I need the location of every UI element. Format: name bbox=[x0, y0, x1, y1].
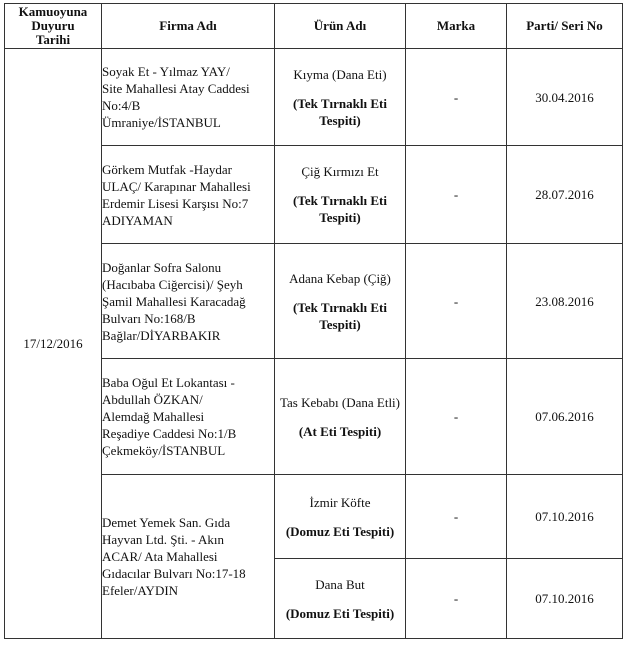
brand-cell: - bbox=[406, 49, 507, 146]
firm-line: Hayvan Ltd. Şti. - Akın bbox=[102, 532, 225, 547]
firm-line: Reşadiye Caddesi No:1/B bbox=[102, 426, 237, 441]
product-cell bbox=[275, 244, 406, 359]
firm-line: Abdullah ÖZKAN/ bbox=[102, 392, 203, 407]
firm-line: Efeler/AYDIN bbox=[102, 583, 179, 598]
product-cell bbox=[275, 49, 406, 146]
firm-line: Alemdağ Mahallesi bbox=[102, 409, 205, 424]
table-row bbox=[5, 49, 623, 146]
header-product-name: Ürün Adı bbox=[275, 4, 406, 49]
firm-cell bbox=[102, 244, 275, 359]
header-firm-name: Firma Adı bbox=[102, 4, 275, 49]
firm-line: ADIYAMAN bbox=[102, 212, 173, 228]
finding-label: (At Eti Tespiti) bbox=[298, 423, 382, 439]
batch-cell: 30.04.2016 bbox=[507, 49, 623, 146]
firm-cell bbox=[102, 475, 275, 639]
batch-cell: 07.10.2016 bbox=[507, 475, 623, 559]
firm-line: Erdemir Lisesi Karşısı No:7 bbox=[102, 195, 249, 211]
firm-line: Site Mahallesi Atay Caddesi bbox=[102, 81, 250, 96]
finding-label: (Tek Tırnaklı Eti Tespiti) bbox=[293, 193, 387, 225]
announcement-date: 17/12/2016 bbox=[5, 49, 102, 639]
firm-line: Soyak Et - Yılmaz YAY/ bbox=[102, 64, 230, 79]
header-date-line: Tarihi bbox=[35, 32, 71, 47]
batch-cell: 28.07.2016 bbox=[507, 146, 623, 244]
brand-cell: - bbox=[406, 244, 507, 359]
firm-line: Bağlar/DİYARBAKIR bbox=[102, 327, 221, 343]
firm-line: Çekmeköy/İSTANBUL bbox=[102, 443, 226, 458]
brand-cell: - bbox=[406, 359, 507, 475]
product-name: Çiğ Kırmızı Et bbox=[301, 164, 379, 179]
product-cell bbox=[275, 359, 406, 475]
header-announcement-date bbox=[5, 4, 102, 49]
header-row bbox=[5, 4, 623, 49]
firm-line: (Hacıbaba Ciğercisi)/ Şeyh bbox=[102, 276, 243, 292]
firm-cell bbox=[102, 146, 275, 244]
header-date-line: Kamuoyuna bbox=[18, 4, 88, 19]
product-name: Adana Kebap (Çiğ) bbox=[289, 270, 391, 286]
firm-line: Doğanlar Sofra Salonu bbox=[102, 259, 222, 275]
header-batch-no: Parti/ Seri No bbox=[507, 4, 623, 49]
product-cell bbox=[275, 146, 406, 244]
product-name: Dana But bbox=[315, 576, 365, 592]
header-date-line: Duyuru bbox=[31, 18, 75, 33]
finding-label: (Domuz Eti Tespiti) bbox=[285, 605, 395, 621]
firm-line: Görkem Mutfak -Haydar bbox=[102, 161, 232, 177]
product-name: İzmir Köfte bbox=[309, 494, 371, 510]
brand-cell: - bbox=[406, 475, 507, 559]
finding-label: (Tek Tırnaklı Eti Tespiti) bbox=[293, 299, 387, 332]
product-cell bbox=[275, 475, 406, 559]
firm-cell bbox=[102, 49, 275, 146]
product-name: Kıyma (Dana Eti) bbox=[293, 66, 387, 82]
finding-label: (Domuz Eti Tespiti) bbox=[285, 523, 395, 539]
firm-line: Baba Oğul Et Lokantası - bbox=[102, 375, 235, 390]
brand-cell: - bbox=[406, 559, 507, 639]
firm-line: ULAÇ/ Karapınar Mahallesi bbox=[102, 178, 251, 194]
firm-line: ACAR/ Ata Mahallesi bbox=[102, 549, 218, 564]
batch-cell: 23.08.2016 bbox=[507, 244, 623, 359]
batch-cell: 07.06.2016 bbox=[507, 359, 623, 475]
firm-line: Ümraniye/İSTANBUL bbox=[102, 115, 221, 130]
product-cell bbox=[275, 559, 406, 639]
firm-line: Bulvarı No:168/B bbox=[102, 310, 196, 326]
firm-line: No:4/B bbox=[102, 98, 141, 113]
brand-cell: - bbox=[406, 146, 507, 244]
product-name: Tas Kebabı (Dana Etli) bbox=[279, 394, 400, 410]
firm-line: Demet Yemek San. Gıda bbox=[102, 515, 231, 530]
firm-line: Şamil Mahallesi Karacadağ bbox=[102, 293, 246, 309]
finding-label: (Tek Tırnaklı Eti Tespiti) bbox=[293, 95, 387, 128]
batch-cell: 07.10.2016 bbox=[507, 559, 623, 639]
firm-line: Gıdacılar Bulvarı No:17-18 bbox=[102, 566, 246, 581]
firm-cell bbox=[102, 359, 275, 475]
header-brand: Marka bbox=[406, 4, 507, 49]
recall-table bbox=[4, 3, 623, 639]
